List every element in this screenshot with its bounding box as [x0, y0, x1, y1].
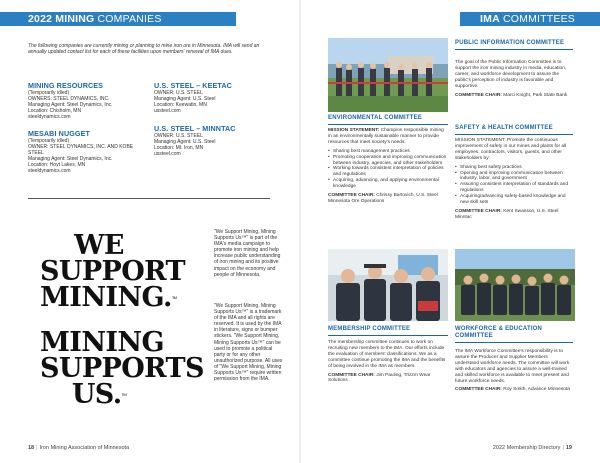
- logo-line: SUPPORT: [40, 256, 186, 287]
- list-item: • Assuring consistent interpretation of standards and regulations: [455, 182, 573, 194]
- company-link[interactable]: steeldynamics.com: [28, 114, 71, 121]
- chair-name: Kent Swanson, U.S. Steel Minntac: [455, 208, 559, 220]
- environmental-bullets: [328, 149, 448, 190]
- company-name: MINING RESOURCES: [28, 81, 104, 90]
- footer-text: Iron Mining Association of Minnesota: [39, 445, 130, 451]
- company-name: U.S. STEEL – KEETAC: [154, 81, 232, 90]
- company-line: OWNERS: STEEL DYNAMICS, INC.: [28, 96, 110, 103]
- ribbon-cutting-photo: [328, 38, 448, 112]
- list-item: • Sharing best management practices: [328, 149, 448, 155]
- company-name: U.S. STEEL – MINNTAC: [154, 124, 236, 133]
- company-name: MESABI NUGGET: [28, 129, 90, 138]
- logo-line: SUPPORTS: [40, 353, 204, 384]
- trademark-text: "We Support Mining, Mining Supports Us™" is a trademark of the IMA and all rights are reserved. It is used by the IMA in literature, signs or bumper stickers. "We Support Mining, Mining Supports Us™" can be used to promote a political party or for any other unauthorized purpose. All uses of "We Support Mining, Mining Supports Us™" require written permission from the IMA.: [214, 303, 283, 383]
- logo-line: MINING: [40, 327, 164, 358]
- workforce-body: [455, 349, 573, 396]
- membership-body: [328, 340, 448, 387]
- chair-name: Roy Smith, Advance Minnesota: [503, 387, 570, 393]
- company-line: Location: Keewatin, MN: [154, 102, 207, 109]
- intro-text: The following companies are currently mining or planning to mine iron ore in Minnesota. IMA will send an annually updated contact list for each of these facilities upon members' renewal of IMA dues.: [28, 43, 260, 56]
- company-line: Managing Agent: U.S. Steel: [154, 96, 216, 103]
- company-line: Managing Agent: Steel Dynamics, Inc.: [28, 156, 113, 163]
- membership-text: The membership committee continues to work on recruiting new members to the IMA. Our efforts include the evaluation of members' classifications. We as a committee continue promoting the IMA and the benefits of being involved in the IMA as members.: [328, 340, 446, 369]
- banner-bold: 2022 MINING: [28, 13, 95, 25]
- page-number: 18: [28, 445, 35, 451]
- safety-bullets: [455, 165, 573, 206]
- company-keetac: [154, 82, 274, 114]
- campaign-text: "We Support Mining, Mining Supports Us™" is part of the IMA's media campaign to promote iron mining and help increase public understanding of iron mining and its positive impact on the economy and people of Minnesota.: [214, 229, 281, 278]
- company-line: Location: Hoyt Lakes, MN: [28, 162, 86, 169]
- list-item: • Acquiring, advancing, and applying environmental knowledge: [328, 178, 448, 190]
- left-footer: 18 | Iron Mining Association of Minnesota: [28, 445, 130, 451]
- chair-name: Jim Pauling, Trizzm Wear Solutions: [328, 372, 431, 384]
- safety-mission: MISSION STATEMENT: Promote the continuous improvement of safety in our mines and plants for all employees, contractors, visitors, guests, and other stakeholders by:: [455, 138, 567, 161]
- list-item: • Acquiring/advancing safety-based knowledge and new skill sets: [455, 194, 573, 206]
- company-line: Location: Mt. Iron, MN: [154, 145, 204, 152]
- public-info-text: The goal of the Public Information Committee is to support the iron mining industry in media, education, career, and workforce development to assure the public's perception of industry is favorable and supportive.: [455, 60, 567, 89]
- right-footer: 2022 Membership Directory | 19: [492, 445, 572, 451]
- list-item: • Working towards consistent interpretation of policies and regulations: [328, 166, 448, 178]
- company-link[interactable]: steeldynamics.com: [28, 168, 71, 175]
- company-line: (Temporarily idled): [28, 138, 70, 144]
- banner-bold: IMA: [480, 13, 500, 25]
- page-number: 19: [565, 445, 572, 451]
- mission-text: Champion responsible mining in an environmentally sustainable manner to provide resources that meet society's needs.: [328, 128, 444, 145]
- we-support-mining-logo: WE SUPPORT MINING.™: [40, 230, 186, 313]
- company-line: OWNER: U.S. STEEL: [154, 90, 203, 96]
- workforce-photo: [455, 249, 575, 321]
- logo-line: MINING: [40, 282, 164, 313]
- chair-name: Chrissy Bartovich, U.S. Steel Minnesota Ore Operations: [328, 193, 438, 204]
- chair-label: COMMITTEE CHAIR:: [455, 387, 502, 393]
- mission-label: MISSION STATEMENT:: [328, 128, 380, 133]
- footer-text: 2022 Membership Directory: [492, 445, 561, 451]
- company-link[interactable]: ussteel.com: [154, 151, 181, 158]
- company-line: OWNER: U.S. STEEL: [154, 133, 203, 139]
- company-minntac: [154, 125, 274, 157]
- section-divider: [28, 198, 270, 199]
- workforce-text: The IMA Workforce Committee's responsibility is to assure the Producer and Supplier Members understand workforce needs. The committee will work with educators and agencies to assure a well-trained and skilled workforce is available to meet present and future workforce needs.: [455, 349, 570, 384]
- list-item: • Sharing best safety practices: [455, 165, 573, 171]
- logo-line: US: [71, 379, 113, 410]
- trademark-mark: TM: [121, 392, 127, 397]
- chair-label: COMMITTEE CHAIR:: [328, 372, 375, 378]
- companies-banner: [0, 12, 236, 26]
- company-line: Location: Chisholm, MN: [28, 108, 82, 115]
- company-mining-resources: [28, 82, 148, 120]
- list-item: • Opening and improving communication between industry, labor, and government: [455, 171, 573, 183]
- public-info-title: PUBLIC INFORMATION COMMITTEE: [455, 40, 573, 50]
- company-link[interactable]: ussteel.com: [154, 108, 181, 115]
- chair-label: COMMITTEE CHAIR:: [455, 92, 502, 98]
- safety-body: [455, 138, 573, 224]
- chair-label: COMMITTEE CHAIR:: [328, 193, 375, 199]
- environmental-title: ENVIRONMENTAL COMMITTEE: [328, 115, 448, 125]
- chair-name: Marci Knight, Park State Bank: [503, 92, 568, 98]
- chair-label: COMMITTEE CHAIR:: [455, 208, 502, 214]
- environmental-body: [328, 128, 448, 208]
- trademark-mark: TM: [171, 295, 177, 300]
- committees-banner: [460, 12, 600, 26]
- company-line: (Temporarily idled): [28, 90, 70, 96]
- logo-line: WE: [74, 230, 124, 261]
- company-mesabi-nugget: [28, 130, 150, 175]
- safety-title: SAFETY & HEALTH COMMITTEE: [455, 125, 573, 135]
- membership-title: MEMBERSHIP COMMITTEE: [328, 326, 448, 336]
- banner-light: COMMITTEES: [502, 13, 575, 25]
- right-page: [300, 0, 600, 463]
- company-line: OWNER: STEEL DYNAMICS, INC. AND KOBE STEEL: [28, 144, 134, 157]
- membership-photo: [328, 249, 448, 321]
- company-line: Managing Agent: U.S. Steel: [154, 139, 216, 146]
- public-info-body: [455, 60, 573, 101]
- list-item: • Promoting cooperation and improving communication between industry, agencies, and other stakeholders: [328, 155, 448, 167]
- workforce-title: WORKFORCE & EDUCATION COMMITTEE: [455, 326, 573, 343]
- banner-light: COMPANIES: [97, 13, 162, 25]
- mining-supports-us-logo: MINING SUPPORTS US.™: [40, 327, 204, 410]
- company-line: Managing Agent: Steel Dynamics, Inc.: [28, 102, 113, 109]
